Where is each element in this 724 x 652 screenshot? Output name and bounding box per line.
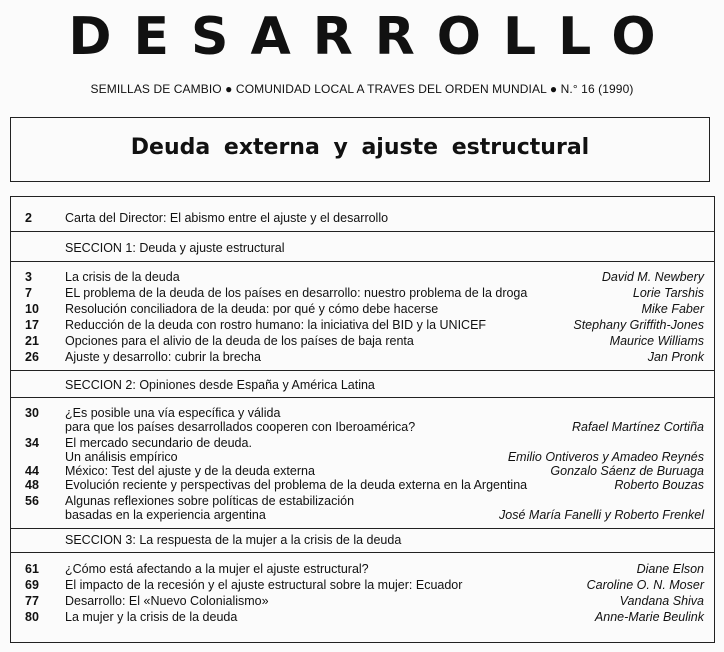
section-heading (11, 532, 714, 548)
divider (11, 528, 714, 529)
entry-title: La mujer y la crisis de la deuda (65, 610, 238, 624)
title-box (10, 117, 710, 182)
masthead: DESARROLLO (68, 7, 678, 67)
page-number: 2 (25, 211, 32, 225)
toc-entry (11, 593, 714, 609)
entry-title: México: Test del ajuste y de la deuda externa (65, 464, 315, 478)
toc-entry (11, 577, 714, 593)
divider (11, 370, 714, 371)
entry-author: Lorie Tarshis (632, 286, 704, 300)
toc-entry-continued (11, 507, 714, 523)
page-number: 44 (25, 464, 39, 478)
divider (11, 552, 714, 553)
divider (11, 397, 714, 398)
entry-title: Opciones para el alivio de la deuda de los países de baja renta (65, 334, 414, 348)
entry-author: Rafael Martínez Cortiña (571, 420, 704, 434)
entry-title: Desarrollo: El «Nuevo Colonialismo» (65, 594, 269, 608)
toc-entry (11, 269, 714, 285)
intro-row (11, 210, 714, 226)
issue-title: Deuda externa y ajuste estructural (130, 135, 590, 160)
toc-entry (11, 561, 714, 577)
page-number: 10 (25, 302, 39, 316)
page-number: 56 (25, 494, 39, 508)
page-number: 80 (25, 610, 39, 624)
toc-entry (11, 333, 714, 349)
page-number: 30 (25, 406, 39, 420)
page-number: 17 (25, 318, 39, 332)
table-of-contents (10, 196, 715, 643)
entry-title: Ajuste y desarrollo: cubrir la brecha (65, 350, 261, 364)
entry-author: Anne-Marie Beulink (594, 610, 704, 624)
toc-entry (11, 317, 714, 333)
entry-author: Gonzalo Sáenz de Buruaga (550, 464, 704, 478)
section-heading-text: SECCION 1: Deuda y ajuste estructural (65, 241, 285, 255)
divider (11, 261, 714, 262)
page-number: 69 (25, 578, 39, 592)
section-heading (11, 240, 714, 256)
entry-title: Resolución conciliadora de la deuda: por qué y cómo debe hacerse (65, 302, 439, 316)
toc-entry (11, 609, 714, 625)
entry-title: ¿Cómo está afectando a la mujer el ajuste estructural? (65, 562, 369, 576)
entry-author: Mike Faber (641, 302, 704, 316)
page-number: 7 (25, 286, 32, 300)
section-heading-text: SECCION 3: La respuesta de la mujer a la crisis de la deuda (65, 533, 402, 547)
entry-title: Evolución reciente y perspectivas del problema de la deuda externa en la Argentina (65, 478, 528, 492)
toc-entry (11, 285, 714, 301)
page-number: 48 (25, 478, 39, 492)
toc-entry (11, 349, 714, 365)
entry-author: Jan Pronk (647, 350, 704, 364)
entry-author: Roberto Bouzas (614, 478, 704, 492)
page-number: 26 (25, 350, 39, 364)
entry-title: ¿Es posible una vía específica y válida (65, 406, 281, 420)
entry-title: EL problema de la deuda de los países en desarrollo: nuestro problema de la droga (65, 286, 528, 300)
entry-title-line2: para que los países desarrollados cooperen con Iberoamérica? (65, 420, 416, 434)
page-number: 3 (25, 270, 32, 284)
page-number: 77 (25, 594, 39, 608)
divider (11, 231, 714, 232)
entry-author: José María Fanelli y Roberto Frenkel (499, 508, 704, 522)
entry-author: Diane Elson (636, 562, 704, 576)
entry-title-line2: basadas en la experiencia argentina (65, 508, 266, 522)
subline: SEMILLAS DE CAMBIO ● COMUNIDAD LOCAL A TRAVES DEL ORDEN MUNDIAL ● N.° 16 (1990) (90, 82, 634, 96)
entry-author: Caroline O. N. Moser (586, 578, 704, 592)
entry-title: Reducción de la deuda con rostro humano: la iniciativa del BID y la UNICEF (65, 318, 487, 332)
entry-author: Emilio Ontiveros y Amadeo Reynés (507, 450, 704, 464)
entry-title: El mercado secundario de deuda. (65, 436, 252, 450)
entry-author: Vandana Shiva (619, 594, 704, 608)
entry-author: Stephany Griffith-Jones (573, 318, 704, 332)
entry-title: La crisis de la deuda (65, 270, 180, 284)
entry-title: Algunas reflexiones sobre políticas de estabilización (65, 494, 355, 508)
page-number: 21 (25, 334, 39, 348)
page-number: 61 (25, 562, 39, 576)
section-heading-text: SECCION 2: Opiniones desde España y América Latina (65, 378, 375, 392)
entry-title-line2: Un análisis empírico (65, 450, 178, 464)
entry-author: David M. Newbery (601, 270, 704, 284)
toc-entry (11, 477, 714, 493)
entry-title: Carta del Director: El abismo entre el ajuste y el desarrollo (65, 211, 389, 225)
toc-entry (11, 301, 714, 317)
entry-title: El impacto de la recesión y el ajuste estructural sobre la mujer: Ecuador (65, 578, 463, 592)
section-heading (11, 377, 714, 393)
entry-author: Maurice Williams (609, 334, 704, 348)
page-number: 34 (25, 436, 39, 450)
toc-entry-continued (11, 419, 714, 435)
